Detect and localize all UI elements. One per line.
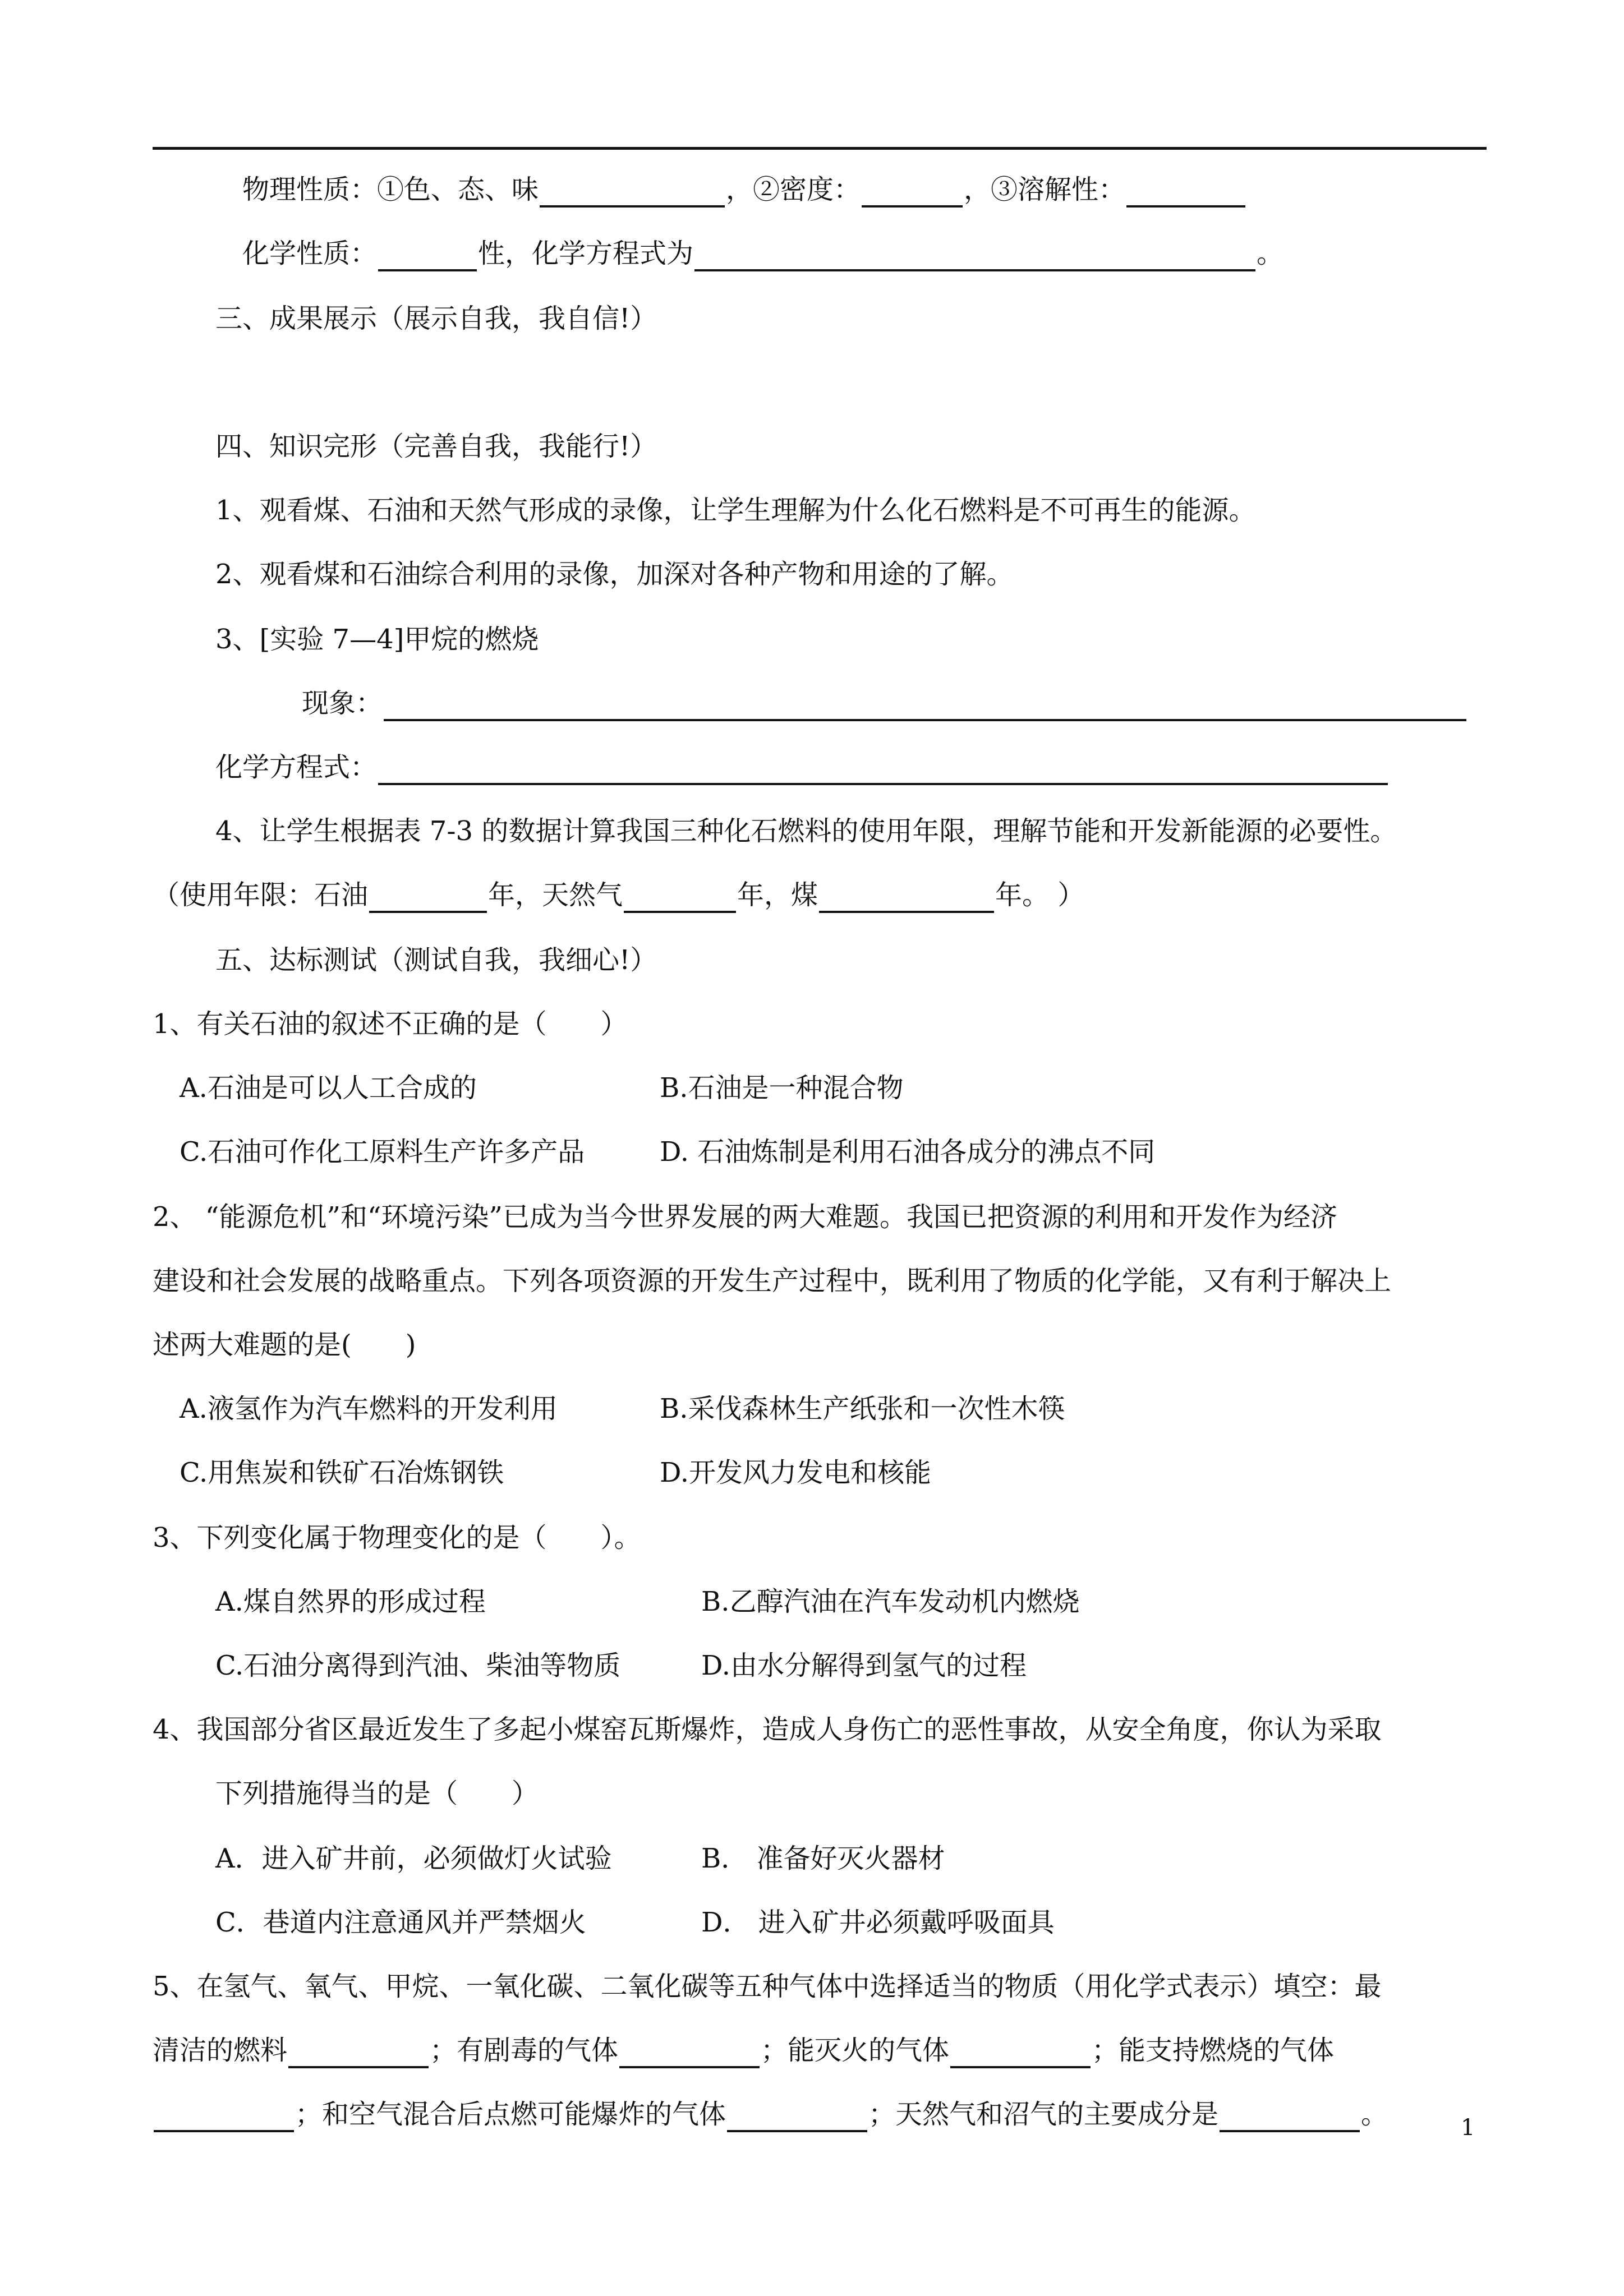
chemical-properties-line [242,236,1283,271]
phenomenon-label: 现象： [302,688,383,719]
physical-properties-line [242,172,1246,208]
equation-line [215,749,1389,785]
question-2-line-2: 建设和社会发展的战略重点。下列各项资源的开发生产过程中，既利用了物质的化学能，又有利于解决上 [153,1265,1392,1297]
question-4-option-b[interactable]: B． 准备好灭火器材 [701,1843,945,1874]
section-5-heading: 五、达标测试（测试自我，我细心!） [215,944,657,976]
question-2-option-b[interactable]: B.采伐森林生产纸张和一次性木筷 [660,1393,1065,1424]
question-4-line-1: 4、我国部分省区最近发生了多起小煤窑瓦斯爆炸，造成人身伤亡的恶性事故，从安全角度，你认为采取 [153,1714,1382,1745]
oil-years-blank[interactable] [369,882,487,913]
solubility-blank[interactable] [1126,176,1245,208]
gas-years-suffix: 年，煤 [737,879,818,911]
question-5-line-3 [153,2096,1388,2132]
question-1-option-c[interactable]: C.石油可作化工原料生产许多产品 [180,1136,585,1168]
usage-years-line [153,877,1084,913]
question-3-option-d[interactable]: D.由水分解得到氢气的过程 [701,1650,1027,1681]
chemical-equation-blank[interactable] [694,240,1255,271]
question-4-option-d[interactable]: D． 进入矿井必须戴呼吸面具 [701,1907,1055,1938]
extinguishing-gas-label: ；能灭火的气体 [761,2035,950,2066]
equation-label: 化学方程式： [215,751,378,783]
section-4-item-2: 2、观看煤和石油综合利用的录像，加深对各种产物和用途的了解。 [215,559,1014,590]
gas-years-blank[interactable] [624,882,736,913]
question-4-line-2: 下列措施得当的是（ ） [215,1778,539,1809]
section-4-heading: 四、知识完形（完善自我，我能行!） [215,431,657,462]
question-3-stem: 3、下列变化属于物理变化的是（ ）。 [153,1522,641,1553]
question-1-option-d[interactable]: D. 石油炼制是利用石油各成分的沸点不同 [660,1136,1156,1168]
question-3-option-c[interactable]: C.石油分离得到汽油、柴油等物质 [215,1650,621,1681]
question-4-option-c[interactable]: C．巷道内注意通风并严禁烟火 [215,1907,586,1938]
usage-years-prefix: （使用年限：石油 [153,879,369,911]
density-label: ，②密度： [726,174,861,205]
question-1-stem: 1、有关石油的叙述不正确的是（ ） [153,1008,628,1040]
clean-fuel-blank[interactable] [288,2037,429,2068]
chemical-line-end: 。 [1257,238,1284,269]
section-4-item-3: 3、[实验 7—4]甲烷的燃烧 [215,624,539,655]
question-3-option-b[interactable]: B.乙醇汽油在汽车发动机内燃烧 [701,1586,1080,1617]
coal-years-suffix: 年。 ） [995,879,1085,911]
chemical-properties-label: 化学性质： [242,238,378,269]
question-5-line-1: 5、在氢气、氧气、甲烷、一氧化碳、二氧化碳等五种气体中选择适当的物质（用化学式表示）填空：最 [153,1971,1382,2002]
explosive-gas-label: ；和空气混合后点燃可能爆炸的气体 [295,2099,726,2130]
extinguishing-gas-blank[interactable] [950,2037,1091,2068]
combustion-support-blank[interactable] [154,2101,294,2132]
physical-properties-label: 物理性质：①色、态、味 [242,174,539,205]
question-1-option-a[interactable]: A.石油是可以人工合成的 [180,1072,477,1104]
phenomenon-blank[interactable] [384,690,1466,721]
question-2-option-a[interactable]: A.液氢作为汽车燃料的开发利用 [180,1393,558,1424]
question-5-line-2 [153,2032,1334,2068]
chemical-equation-label: 性，化学方程式为 [478,238,694,269]
header-rule [153,147,1487,150]
coal-years-blank[interactable] [819,882,994,913]
question-2-option-d[interactable]: D.开发风力发电和核能 [660,1457,932,1488]
section-4-item-4: 4、让学生根据表 7-3 的数据计算我国三种化石燃料的使用年限，理解节能和开发新能源的必要性。 [215,815,1397,847]
explosive-gas-blank[interactable] [727,2101,867,2132]
density-blank[interactable] [862,176,963,208]
chemical-property-blank[interactable] [378,240,477,271]
question-5-end: 。 [1361,2099,1388,2130]
natural-gas-label: ；天然气和沼气的主要成分是 [868,2099,1219,2130]
toxic-gas-label: ；有剧毒的气体 [430,2035,619,2066]
question-2-line-1: 2、 “能源危机”和“环境污染”已成为当今世界发展的两大难题。我国已把资源的利用和开发作为经济 [153,1201,1337,1233]
combustion-support-label: ；能支持燃烧的气体 [1092,2035,1335,2066]
solubility-label: ，③溶解性： [964,174,1126,205]
section-4-item-1: 1、观看煤、石油和天然气形成的录像，让学生理解为什么化石燃料是不可再生的能源。 [215,495,1256,526]
natural-gas-blank[interactable] [1220,2101,1360,2132]
question-1-option-b[interactable]: B.石油是一种混合物 [660,1072,904,1104]
toxic-gas-blank[interactable] [619,2037,760,2068]
clean-fuel-label: 清洁的燃料 [153,2035,288,2066]
question-2-option-c[interactable]: C.用焦炭和铁矿石冶炼钢铁 [180,1457,504,1488]
page-number: 1 [1461,2115,1475,2141]
question-2-line-3: 述两大难题的是( ) [153,1329,416,1361]
equation-blank[interactable] [378,754,1388,785]
color-state-odor-blank[interactable] [540,176,725,208]
question-4-option-a[interactable]: A．进入矿井前，必须做灯火试验 [215,1843,612,1874]
oil-years-suffix: 年，天然气 [488,879,623,911]
phenomenon-line [302,685,1467,721]
question-3-option-a[interactable]: A.煤自然界的形成过程 [215,1586,486,1617]
section-3-heading: 三、成果展示（展示自我，我自信!） [215,303,657,334]
